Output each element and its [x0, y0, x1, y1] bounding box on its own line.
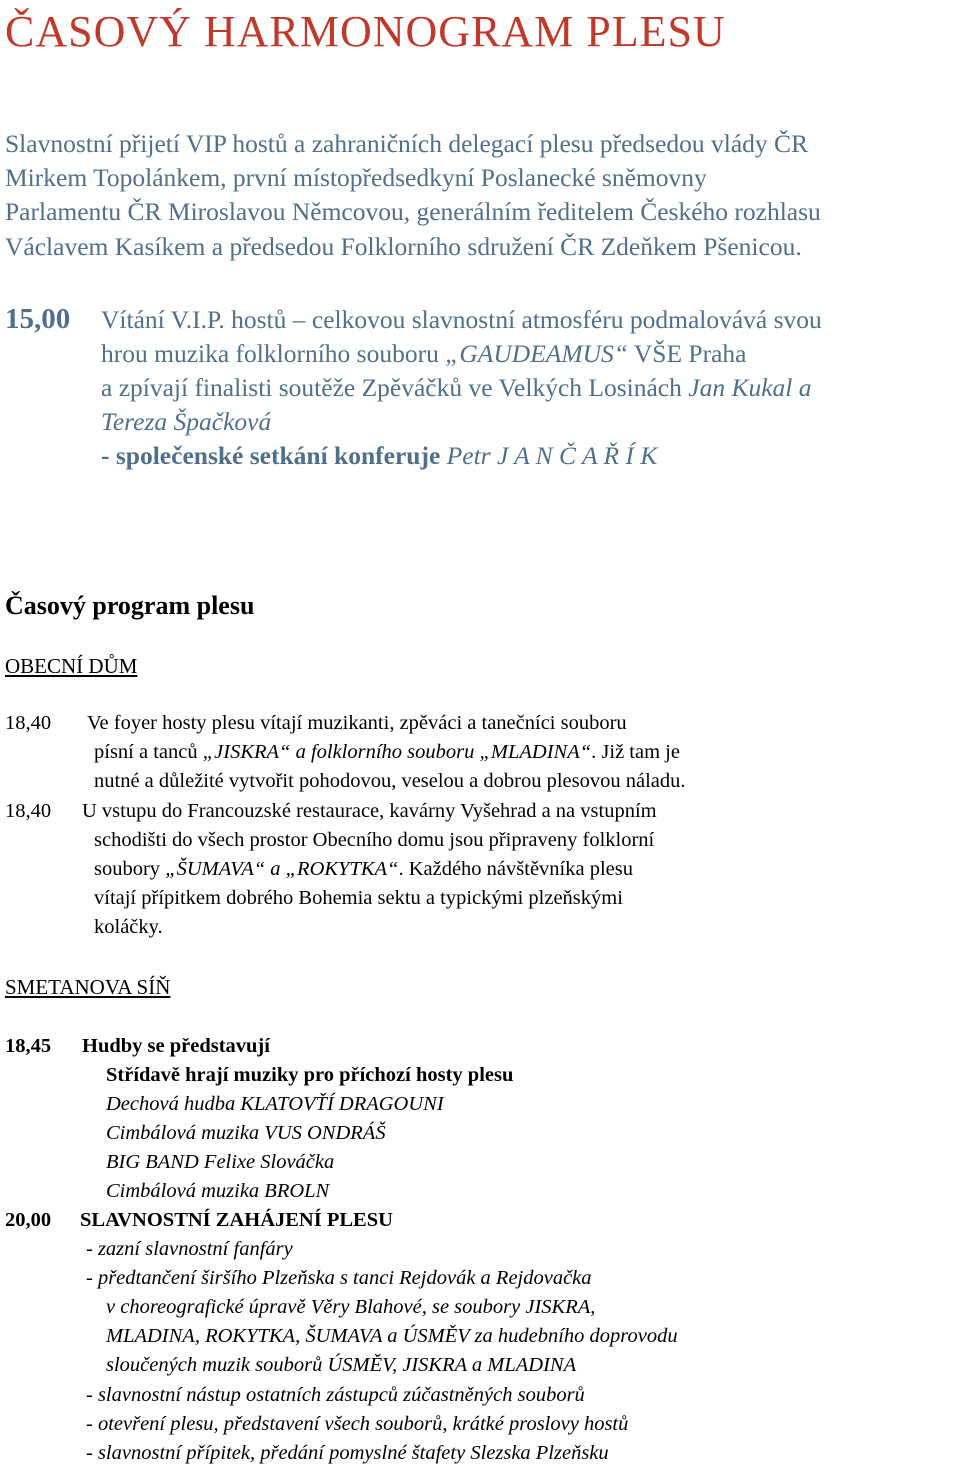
entry-time-2: 18,40: [5, 800, 52, 822]
entry-2-line-4: vítají přípitkem dobrého Bohemia sektu a typickými plzeňskými: [94, 887, 623, 909]
entry-1-line-2-text: písní a tanců: [94, 741, 203, 763]
singer-names: Jan Kukal a: [688, 373, 812, 402]
ceremony-item: v choreografické úpravě Věry Blahové, se soubory JISKRA,: [106, 1296, 596, 1318]
entry-2-line-3: [94, 856, 633, 883]
entry-3-subtitle: Střídavě hrají muziky pro příchozí hosty plesu: [106, 1064, 514, 1086]
ensemble-names: „JISKRA“ a folklorního souboru „MLADINA“: [202, 741, 592, 763]
welcome-line-2-text: hrou muzika folklorního souboru: [101, 339, 446, 368]
gaudeamus-name: „GAUDEAMUS“: [445, 339, 628, 368]
ceremony-item: - otevření plesu, představení všech souborů, krátké proslovy hostů: [86, 1413, 629, 1435]
welcome-time: 15,00: [5, 303, 71, 335]
document-title: ČASOVÝ HARMONOGRAM PLESU: [5, 7, 726, 56]
entry-2-line-3-suffix: . Každého návštěvníka plesu: [398, 858, 633, 880]
intro-line-4: Václavem Kasíkem a předsedou Folklorního sdružení ČR Zdeňkem Pšenicou.: [5, 232, 802, 261]
band-item: Dechová hudba KLATOVŤÍ DRAGOUNI: [106, 1093, 444, 1115]
ceremony-item: sloučených muzik souborů ÚSMĚV, JISKRA a MLADINA: [106, 1354, 577, 1376]
entry-2-line-5: koláčky.: [94, 916, 163, 938]
entry-2-line-3-text: soubory: [94, 858, 166, 880]
entry-1-line-2-suffix: . Již tam je: [591, 741, 680, 763]
welcome-line-1: Vítání V.I.P. hostů – celkovou slavnostní atmosféru podmalovává svou: [101, 305, 822, 334]
welcome-line-5: [101, 439, 657, 472]
entry-time-1: 18,40: [5, 712, 52, 734]
ceremony-item: MLADINA, ROKYTKA, ŠUMAVA a ÚSMĚV za hudebního doprovodu: [106, 1325, 678, 1347]
ensemble-names: „ŠUMAVA“ a „ROKYTKA“: [165, 858, 399, 880]
ceremony-item: - slavnostní přípitek, předání pomyslné štafety Slezska Plzeňsku: [86, 1442, 609, 1464]
band-item: Cimbálová muzika BROLN: [106, 1180, 330, 1202]
host-name: Petr J A N Č A Ř Í K: [446, 441, 658, 470]
entry-1-line-1: Ve foyer hosty plesu vítají muzikanti, zpěváci a tanečníci souboru: [87, 712, 627, 734]
smetanova-heading: SMETANOVA SÍŇ: [5, 975, 171, 999]
intro-line-2: Mirkem Topolánkem, první místopředsedkyní Poslanecké sněmovny: [5, 163, 707, 192]
entry-1-line-2: [94, 739, 680, 766]
ceremony-item: - předtančení širšího Plzeňska s tanci Rejdovák a Rejdovačka: [86, 1267, 592, 1289]
host-label: - společenské setkání konferuje: [101, 441, 447, 470]
welcome-line-3: [101, 371, 811, 404]
entry-2-line-1: U vstupu do Francouzské restaurace, kavárny Vyšehrad a na vstupním: [82, 800, 657, 822]
entry-2-line-2: schodišti do všech prostor Obecního domu jsou připraveny folklorní: [94, 829, 655, 851]
band-item: Cimbálová muzika VUS ONDRÁŠ: [106, 1122, 386, 1144]
welcome-line-4: Tereza Špačková: [101, 407, 272, 436]
intro-line-1: Slavnostní přijetí VIP hostů a zahraničních delegací plesu předsedou vlády ČR: [5, 129, 809, 158]
welcome-line-2-suffix: VŠE Praha: [627, 339, 747, 368]
intro-line-3: Parlamentu ČR Miroslavou Němcovou, generálním ředitelem Českého rozhlasu: [5, 197, 821, 226]
obecni-dum-heading: OBECNÍ DŮM: [5, 654, 138, 678]
entry-1-line-3: nutné a důležité vytvořit pohodovou, veselou a dobrou plesovou náladu.: [94, 770, 686, 792]
ceremony-item: - zazní slavnostní fanfáry: [86, 1238, 293, 1260]
entry-4-title: SLAVNOSTNÍ ZAHÁJENÍ PLESU: [80, 1209, 393, 1231]
entry-time-4: 20,00: [5, 1209, 52, 1231]
program-heading: Časový program plesu: [5, 591, 255, 620]
welcome-line-3-text: a zpívají finalisti soutěže Zpěváčků ve Velkých Losinách: [101, 373, 689, 402]
entry-3-title: Hudby se představují: [82, 1035, 270, 1057]
band-item: BIG BAND Felixe Slováčka: [106, 1151, 335, 1173]
ceremony-item: - slavnostní nástup ostatních zástupců zúčastněných souborů: [86, 1384, 585, 1406]
entry-time-3: 18,45: [5, 1035, 52, 1057]
welcome-line-2: [101, 337, 746, 370]
